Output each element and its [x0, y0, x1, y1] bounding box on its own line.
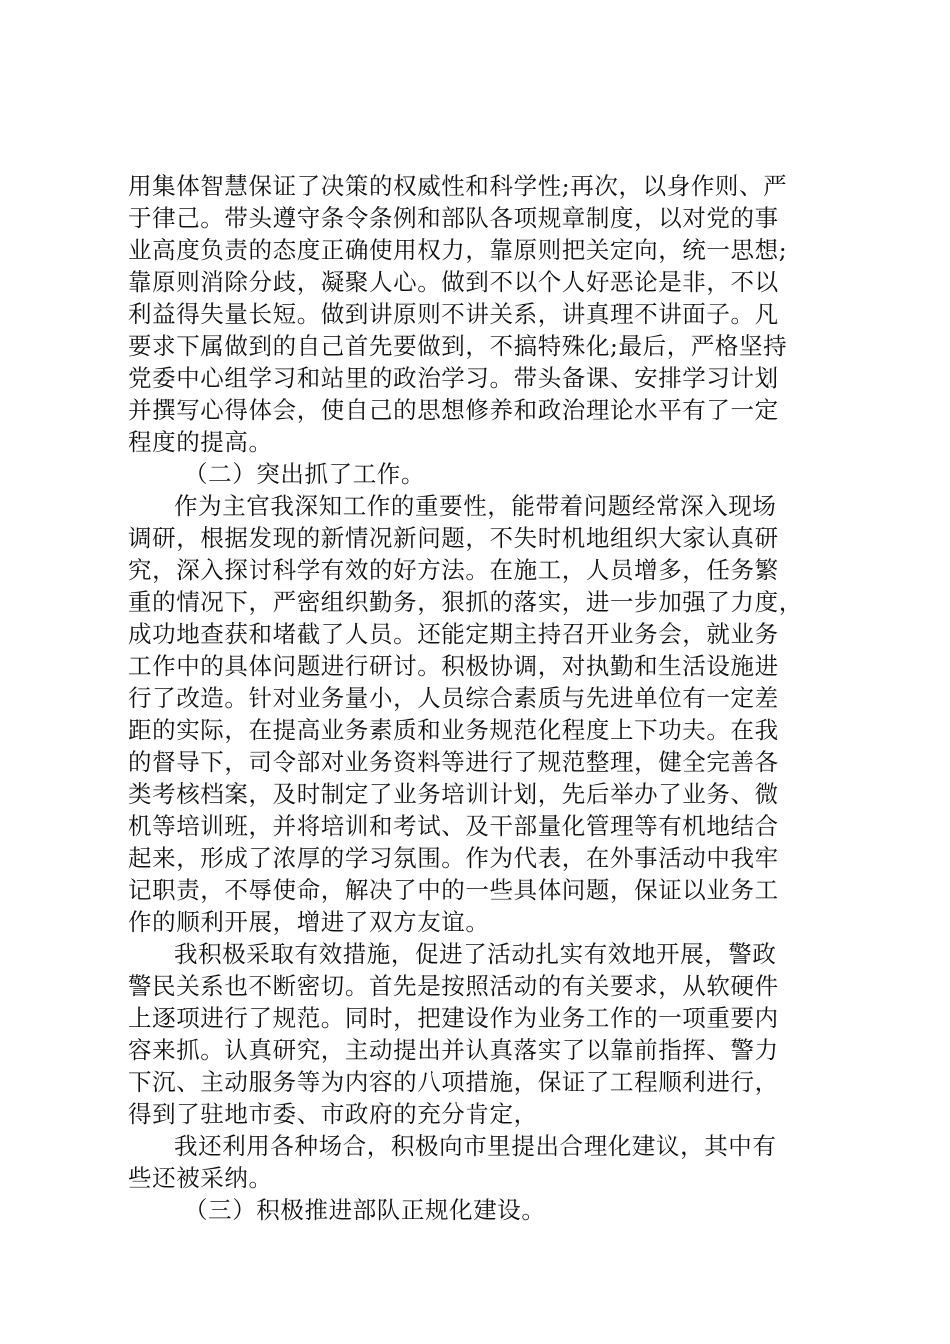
- text-line: 并撰写心得体会，使自己的思想修养和政治理论水平有了一定: [128, 396, 779, 424]
- text-line: 我积极采取有效措施，促进了活动扎实有效地开展，警政: [174, 940, 777, 968]
- text-line: 下沉、主动服务等为内容的八项措施，保证了工程顺利进行，: [128, 1068, 779, 1096]
- text-line: 记职责，不辱使命，解决了中的一些具体问题，保证以业务工: [128, 876, 779, 904]
- text-line: 业高度负责的态度正确使用权力，靠原则把关定向，统一思想;: [128, 236, 788, 264]
- text-line: 警民关系也不断密切。首先是按照活动的有关要求，从软硬件: [128, 972, 779, 1000]
- text-line: 机等培训班，并将培训和考试、及干部量化管理等有机地结合: [128, 812, 779, 840]
- text-line: 的督导下，司令部对业务资料等进行了规范整理，健全完善各: [128, 748, 779, 776]
- text-line: 距的实际，在提高业务素质和业务规范化程度上下功夫。在我: [128, 716, 779, 744]
- text-line: 工作中的具体问题进行研讨。积极协调，对执勤和生活设施进: [128, 652, 779, 680]
- text-line: 调研，根据发现的新情况新问题，不失时机地组织大家认真研: [128, 524, 779, 552]
- text-line: 容来抓。认真研究，主动提出并认真落实了以靠前指挥、警力: [128, 1036, 779, 1064]
- text-line: 起来，形成了浓厚的学习氛围。作为代表，在外事活动中我牢: [128, 844, 779, 872]
- section-heading-line: （三）积极推进部队正规化建设。: [184, 1196, 546, 1224]
- document-body: [128, 170, 828, 1226]
- text-line: 重的情况下，严密组织勤务，狠抓的落实，进一步加强了力度，: [128, 588, 803, 616]
- text-line: 成功地查获和堵截了人员。还能定期主持召开业务会，就业务: [128, 620, 779, 648]
- text-line: 行了改造。针对业务量小，人员综合素质与先进单位有一定差: [128, 684, 779, 712]
- text-line: 些还被采纳。: [128, 1164, 273, 1192]
- section-heading-line: （二）突出抓了工作。: [184, 460, 425, 488]
- text-line: 类考核档案，及时制定了业务培训计划，先后举办了业务、微: [128, 780, 779, 808]
- text-line: 作的顺利开展，增进了双方友谊。: [128, 908, 490, 936]
- text-line: 作为主官我深知工作的重要性，能带着问题经常深入现场: [174, 492, 777, 520]
- text-line: 利益得失量长短。做到讲原则不讲关系，讲真理不讲面子。凡: [128, 300, 779, 328]
- text-line: 党委中心组学习和站里的政治学习。带头备课、安排学习计划: [128, 364, 779, 392]
- text-line: 我还利用各种场合，积极向市里提出合理化建议，其中有: [174, 1132, 777, 1160]
- text-line: 靠原则消除分歧，凝聚人心。做到不以个人好恶论是非，不以: [128, 268, 779, 296]
- text-line: 要求下属做到的自己首先要做到，不搞特殊化;最后，严格坚持: [128, 332, 788, 360]
- text-line: 程度的提高。: [128, 428, 273, 456]
- text-line: 得到了驻地市委、市政府的充分肯定，: [128, 1100, 538, 1128]
- text-line: 究，深入探讨科学有效的好方法。在施工，人员增多，任务繁: [128, 556, 779, 584]
- text-line: 用集体智慧保证了决策的权威性和科学性;再次，以身作则、严: [128, 172, 788, 200]
- text-line: 于律己。带头遵守条令条例和部队各项规章制度，以对党的事: [128, 204, 779, 232]
- text-line: 上逐项进行了规范。同时，把建设作为业务工作的一项重要内: [128, 1004, 779, 1032]
